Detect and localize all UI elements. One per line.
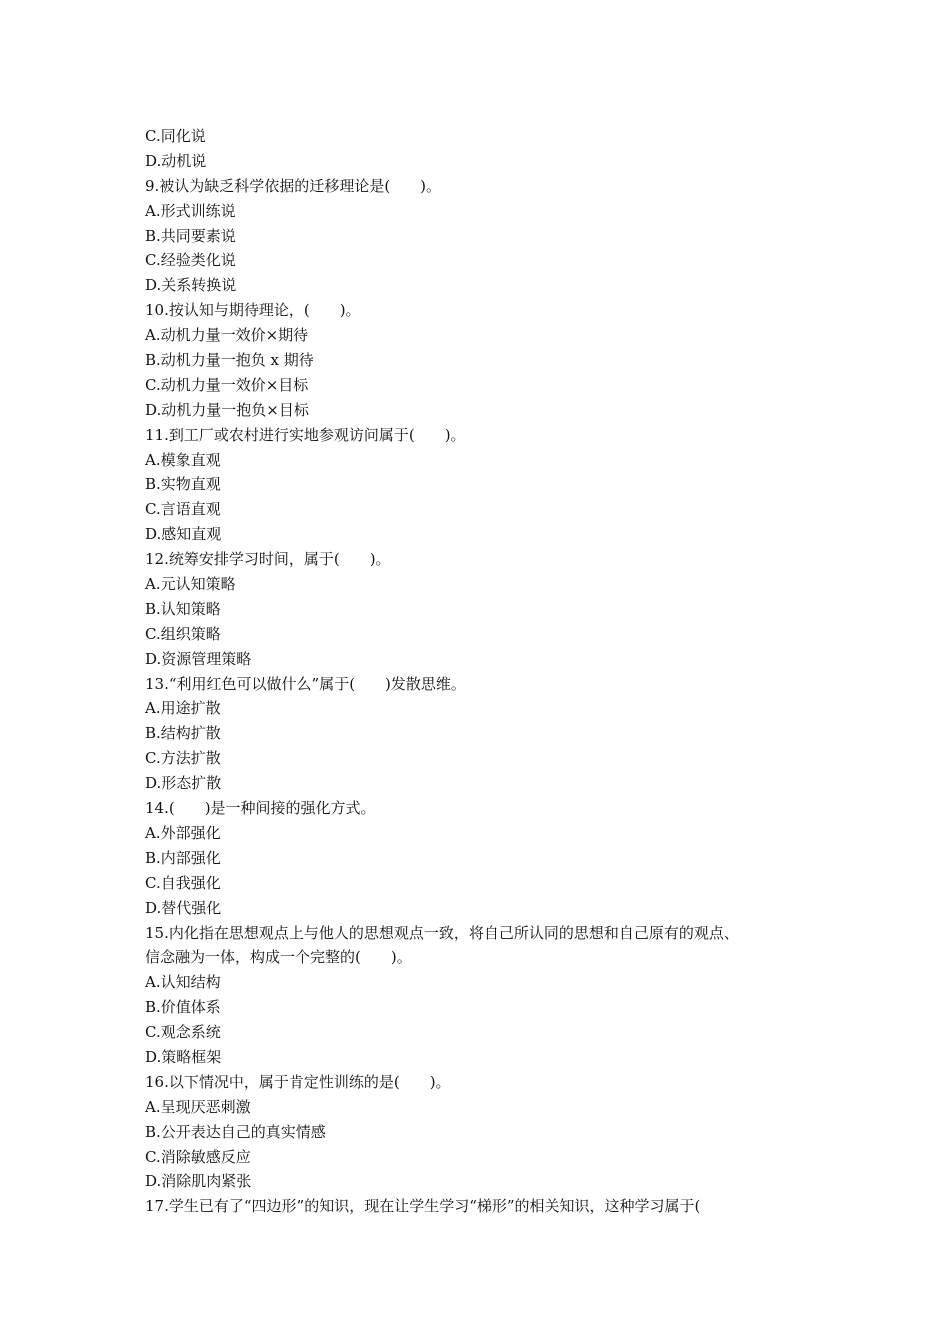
question-14: 14.( )是一种间接的强化方式。: [145, 799, 376, 818]
option-line: C.方法扩散: [145, 749, 221, 768]
option-line: A.模象直观: [145, 450, 221, 469]
option-line: D.关系转换说: [145, 276, 237, 295]
question-11: 11.到工厂或农村进行实地参观访问属于( )。: [145, 425, 466, 444]
option-line: A.认知结构: [145, 973, 221, 992]
option-line: C.自我强化: [145, 873, 221, 892]
option-line: B.动机力量一抱负 x 期待: [145, 351, 314, 370]
option-line: B.共同要素说: [145, 226, 236, 245]
option-line: A.用途扩散: [145, 699, 221, 718]
option-line: D.感知直观: [145, 525, 222, 544]
question-15-continued: 信念融为一体，构成一个完整的( )。: [145, 948, 412, 967]
option-line: D.动机说: [145, 151, 207, 170]
question-10: 10.按认知与期待理论，( )。: [145, 301, 361, 320]
option-line: D.消除肌肉紧张: [145, 1172, 252, 1191]
question-9: 9.被认为缺乏科学依据的迁移理论是( )。: [145, 176, 442, 195]
question-15: 15.内化指在思想观点上与他人的思想观点一致，将自己所认同的思想和自己原有的观点、: [145, 923, 739, 942]
option-line: D.形态扩散: [145, 774, 222, 793]
option-line: C.组织策略: [145, 624, 221, 643]
option-line: B.价值体系: [145, 998, 221, 1017]
option-line: C.观念系统: [145, 1023, 221, 1042]
option-line: A.呈现厌恶刺激: [145, 1097, 251, 1116]
question-13: 13.“利用红色可以做什么”属于( )发散思维。: [145, 674, 466, 693]
option-line: B.公开表达自己的真实情感: [145, 1122, 326, 1141]
option-line: B.认知策略: [145, 599, 221, 618]
question-16: 16.以下情况中，属于肯定性训练的是( )。: [145, 1072, 451, 1091]
option-line: D.资源管理策略: [145, 649, 252, 668]
option-line: B.内部强化: [145, 848, 221, 867]
option-line: A.外部强化: [145, 823, 221, 842]
exam-text: [145, 124, 825, 1219]
question-17: 17.学生已有了“四边形”的知识，现在让学生学习“梯形”的相关知识，这种学习属于(: [145, 1197, 701, 1216]
option-line: D.动机力量一抱负×目标: [145, 400, 309, 419]
option-line: C.经验类化说: [145, 251, 236, 270]
option-line: C.同化说: [145, 127, 206, 145]
option-line: D.策略框架: [145, 1047, 222, 1066]
option-line: C.消除敏感反应: [145, 1147, 251, 1166]
option-line: C.言语直观: [145, 500, 221, 519]
question-12: 12.统筹安排学习时间，属于( )。: [145, 550, 391, 569]
option-line: A.动机力量一效价×期待: [145, 326, 309, 345]
option-line: D.替代强化: [145, 898, 222, 917]
option-line: A.元认知策略: [145, 575, 236, 594]
option-line: A.形式训练说: [145, 201, 236, 220]
option-line: B.实物直观: [145, 475, 221, 494]
option-line: C.动机力量一效价×目标: [145, 375, 309, 394]
option-line: B.结构扩散: [145, 724, 221, 743]
